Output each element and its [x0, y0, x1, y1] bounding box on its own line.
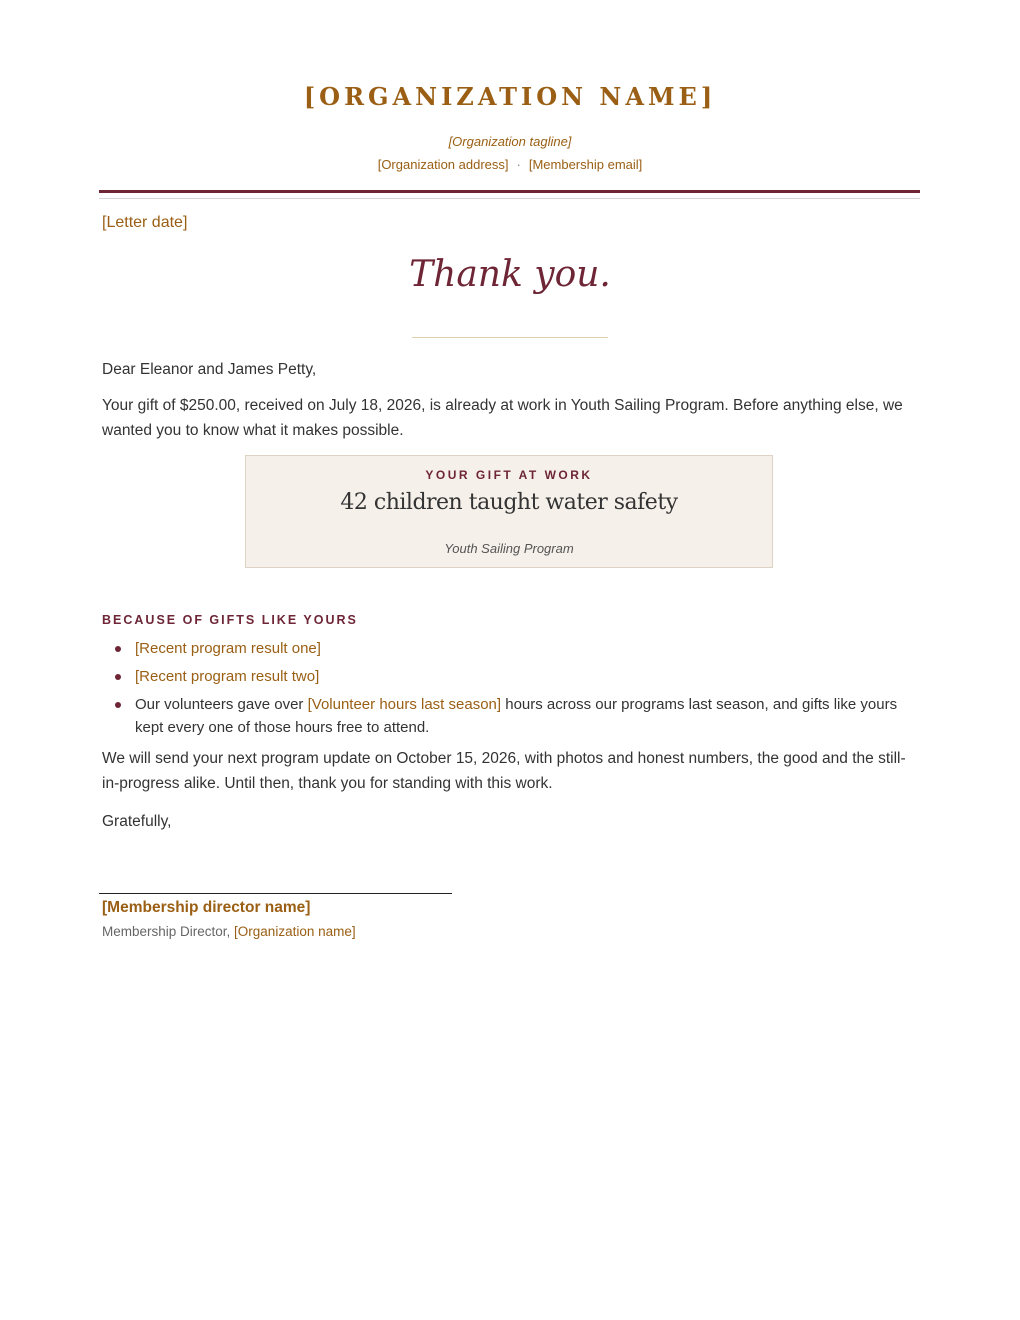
- result-three-prefix: Our volunteers gave over: [135, 696, 308, 713]
- signer-name: [Membership director name]: [102, 899, 311, 916]
- organization-address: [Organization address]: [377, 157, 509, 172]
- result-two: [Recent program result two]: [135, 668, 320, 685]
- signer-organization: [Organization name]: [234, 924, 356, 939]
- list-item: [102, 637, 918, 660]
- list-item: [102, 665, 918, 688]
- impact-program: Youth Sailing Program: [444, 541, 574, 556]
- membership-email: [Membership email]: [528, 157, 643, 172]
- results-heading: BECAUSE OF GIFTS LIKE YOURS: [102, 613, 358, 627]
- signature-line: [99, 893, 452, 894]
- contact-line: [0, 157, 1020, 172]
- salutation: Dear Eleanor and James Petty,: [102, 361, 317, 378]
- impact-label: YOUR GIFT AT WORK: [425, 468, 593, 482]
- list-item: [102, 693, 918, 739]
- signer-title: [102, 924, 356, 939]
- bullet-icon: [115, 646, 121, 652]
- organization-name: [ORGANIZATION NAME]: [303, 82, 717, 111]
- impact-value: 42 children taught water safety: [340, 490, 678, 515]
- heading-divider: [412, 337, 608, 338]
- intro-paragraph: Your gift of $250.00, received on July 18, 2026, is already at work in Youth Sailing Program. Before anything else, we wanted you to know what it makes possible.: [102, 397, 903, 439]
- thank-you-heading: Thank you.: [409, 254, 611, 295]
- next-update-paragraph: We will send your next program update on October 15, 2026, with photos and honest numbers, the good and the still-in-progress alike. Until then, thank you for standing with this work.: [102, 750, 906, 792]
- closing: Gratefully,: [102, 813, 172, 830]
- gift-impact-card: [245, 455, 773, 568]
- header-divider-thin: [99, 198, 920, 199]
- contact-separator: ·: [516, 157, 521, 172]
- organization-tagline: [Organization tagline]: [448, 134, 572, 149]
- header-divider-thick: [99, 190, 920, 193]
- bullet-icon: [115, 702, 121, 708]
- results-list: [102, 637, 918, 744]
- volunteer-hours-placeholder: [Volunteer hours last season]: [307, 696, 502, 713]
- letter-date: [Letter date]: [102, 214, 188, 231]
- bullet-icon: [115, 674, 121, 680]
- result-three-suffix: hours across our programs last season, and gifts like yours kept every one of those hours free to attend.: [135, 696, 898, 736]
- signer-role: Membership Director,: [102, 924, 235, 939]
- result-one: [Recent program result one]: [135, 640, 321, 657]
